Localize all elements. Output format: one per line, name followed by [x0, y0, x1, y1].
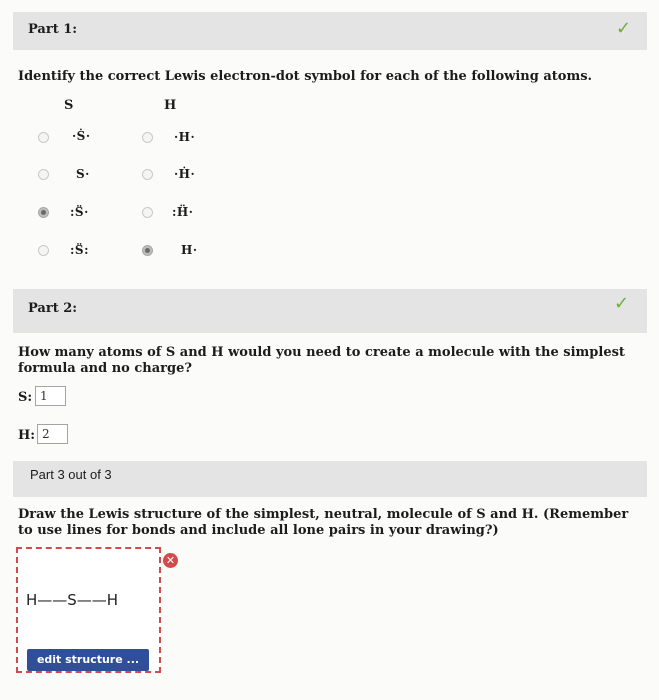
h-count-label: H:	[18, 428, 36, 443]
part1-title: Part 1:	[28, 22, 78, 37]
part1-check-icon: ✓	[616, 18, 632, 39]
lewis-h-option-2: ·Ḣ·	[174, 167, 196, 181]
part3-title: Part 3 out of 3	[30, 467, 112, 482]
s-count-label: S:	[18, 390, 33, 405]
lewis-s-option-1: ·Ṡ·	[72, 129, 91, 143]
s-count-input[interactable]: 1	[35, 386, 66, 406]
radio-s-option-3[interactable]	[38, 207, 49, 218]
part2-check-icon: ✓	[614, 293, 630, 314]
column-header-h: H	[164, 98, 177, 113]
edit-structure-button[interactable]: edit structure ...	[27, 649, 149, 671]
lewis-h-option-4: H·	[181, 243, 198, 257]
part1-header	[13, 12, 647, 50]
part2-question: How many atoms of S and H would you need to create a molecule with the simplest formula and no charge?	[18, 345, 625, 376]
lewis-s-option-4: :S̈:	[70, 243, 90, 257]
radio-s-option-2[interactable]	[38, 169, 49, 180]
part1-question: Identify the correct Lewis electron-dot symbol for each of the following atoms.	[18, 69, 593, 84]
remove-drawing-icon[interactable]: ✕	[163, 553, 178, 568]
h-count-input[interactable]: 2	[37, 424, 68, 444]
part2-header	[13, 289, 647, 333]
radio-s-option-4[interactable]	[38, 245, 49, 256]
molecule-structure: H——S——H	[26, 591, 119, 609]
lewis-s-option-3: :S̈·	[70, 205, 89, 219]
lewis-h-option-3: :Ḧ·	[172, 205, 194, 219]
lewis-h-option-1: ·H·	[174, 130, 196, 144]
radio-s-option-1[interactable]	[38, 132, 49, 143]
part3-question: Draw the Lewis structure of the simplest, neutral, molecule of S and H. (Remember to use lines for bonds and include all lone pairs in your drawing?)	[18, 507, 629, 538]
column-header-s: S	[64, 98, 74, 113]
radio-h-option-4[interactable]	[142, 245, 153, 256]
radio-h-option-1[interactable]	[142, 132, 153, 143]
radio-h-option-3[interactable]	[142, 207, 153, 218]
lewis-s-option-2: S·	[76, 167, 90, 181]
part2-title: Part 2:	[28, 301, 78, 316]
radio-h-option-2[interactable]	[142, 169, 153, 180]
